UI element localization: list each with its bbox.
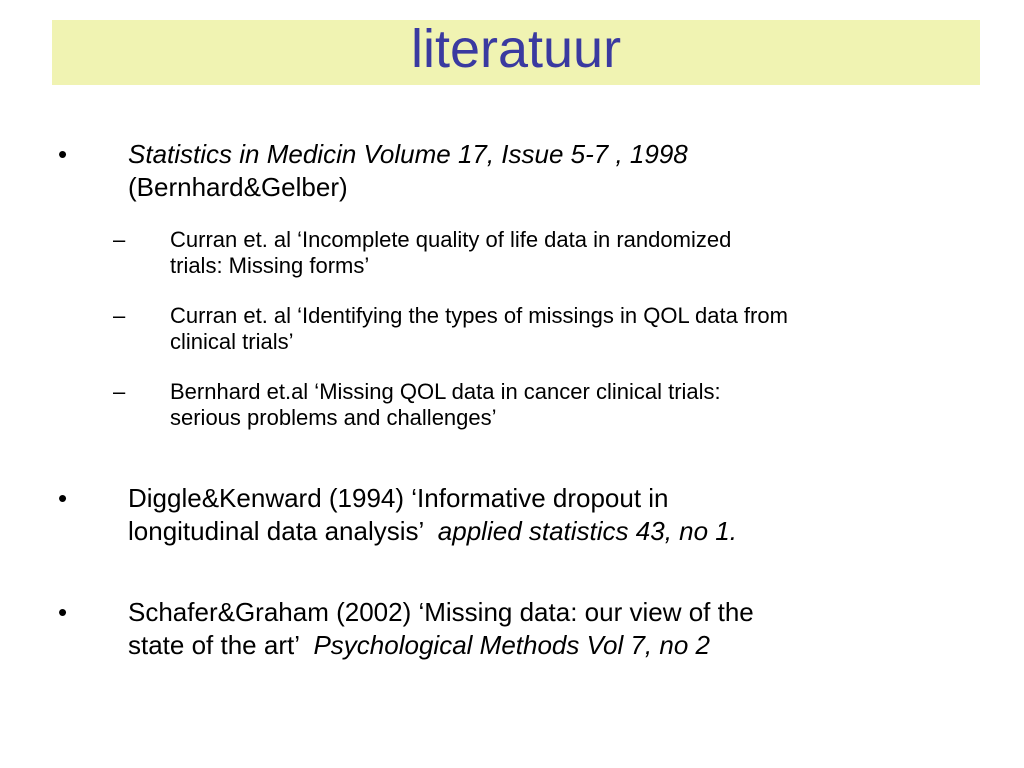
sub-item-line: serious problems and challenges’ [170, 405, 497, 430]
bullet-line-journal: applied statistics 43, no 1. [437, 516, 737, 546]
bullet-line-editors: (Bernhard&Gelber) [128, 172, 348, 202]
bullet-text [128, 138, 988, 204]
sub-item-line: Curran et. al ‘Identifying the types of missings in QOL data from [170, 303, 788, 328]
sub-item-text [170, 379, 1000, 431]
bullet-line: Diggle&Kenward (1994) ‘Informative dropout in [128, 483, 669, 513]
sub-marker: – [113, 303, 126, 328]
bullet-line-journal: Psychological Methods Vol 7, no 2 [313, 630, 710, 660]
bullet-line-journal: Statistics in Medicin Volume 17, Issue 5-7 , 1998 [128, 139, 688, 169]
bullet-line-plain: longitudinal data analysis’ [128, 516, 438, 546]
sub-item-line: Curran et. al ‘Incomplete quality of life data in randomized [170, 227, 732, 252]
bullet-item-schafer-graham [0, 596, 1024, 666]
bullet-marker: • [58, 139, 68, 169]
bullet-line [128, 515, 988, 548]
sub-item-text [170, 303, 1000, 355]
bullet-text [128, 482, 988, 548]
sub-item-bernhard [0, 379, 1024, 435]
sub-item-curran-incomplete [0, 227, 1024, 283]
bullet-item-diggle-kenward [0, 482, 1024, 552]
bullet-line [128, 629, 988, 662]
slide-title: literatuur [410, 19, 622, 79]
sub-item-text [170, 227, 1000, 279]
bullet-text [128, 596, 988, 662]
title-bar [52, 20, 980, 85]
sub-marker: – [113, 227, 126, 252]
bullet-marker: • [58, 483, 68, 513]
sub-item-curran-identifying [0, 303, 1024, 359]
bullet-line-plain: state of the art’ [128, 630, 314, 660]
sub-marker: – [113, 379, 126, 404]
bullet-item-statistics-in-medicine [0, 138, 1024, 208]
sub-item-line: Bernhard et.al ‘Missing QOL data in cancer clinical trials: [170, 379, 721, 404]
sub-item-line: trials: Missing forms’ [170, 253, 370, 278]
bullet-line: Schafer&Graham (2002) ‘Missing data: our view of the [128, 597, 754, 627]
bullet-marker: • [58, 597, 68, 627]
sub-item-line: clinical trials’ [170, 329, 294, 354]
